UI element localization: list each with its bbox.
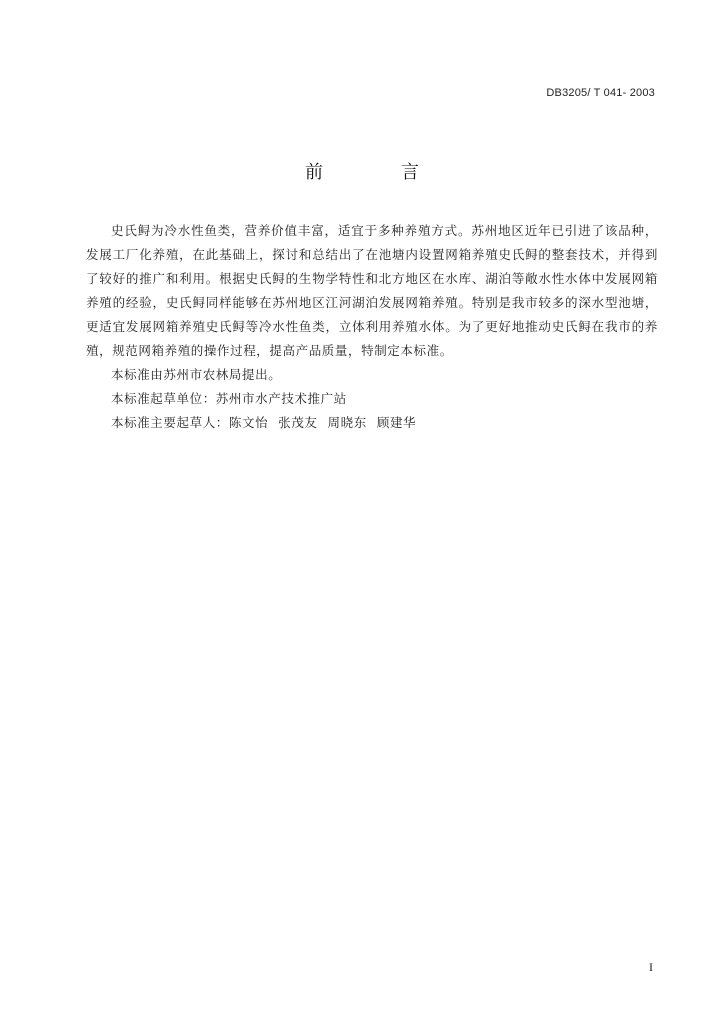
drafting-unit-paragraph: 本标准起草单位：苏州市水产技术推广站 — [111, 391, 347, 406]
page-title: 前 言 — [305, 162, 449, 183]
drafter-name: 张茂友 — [278, 415, 318, 430]
standard-code: DB3205/ T 041- 2003 — [546, 87, 655, 99]
drafter-name: 陈文怡 — [228, 415, 269, 430]
document-body — [86, 219, 658, 435]
page-number: I — [649, 960, 653, 974]
drafters-label: 本标准主要起草人： — [111, 415, 229, 430]
proposer-paragraph: 本标准由苏州市农林局提出。 — [111, 367, 282, 382]
drafters-paragraph — [86, 411, 658, 435]
drafter-name: 周晓东 — [327, 415, 367, 430]
drafter-name: 顾建华 — [376, 415, 417, 430]
intro-paragraph: 史氏鲟为冷水性鱼类，营养价值丰富，适宜于多种养殖方式。苏州地区近年已引进了该品种，发展工厂化养殖，在此基础上，探讨和总结出了在池塘内设置网箱养殖史氏鲟的整套技术，并得到了较好的推广和利用。根据史氏鲟的生物学特性和北方地区在水库、湖泊等敞水性水体中发展网箱养殖的经验，史氏鲟同样能够在苏州地区江河湖泊发展网箱养殖。特别是我市较多的深水型池塘，更适宜发展网箱养殖史氏鲟等冷水性鱼类，立体利用养殖水体。为了更好地推动史氏鲟在我市的养殖，规范网箱养殖的操作过程，提高产品质量，特制定本标准。 — [86, 223, 658, 358]
